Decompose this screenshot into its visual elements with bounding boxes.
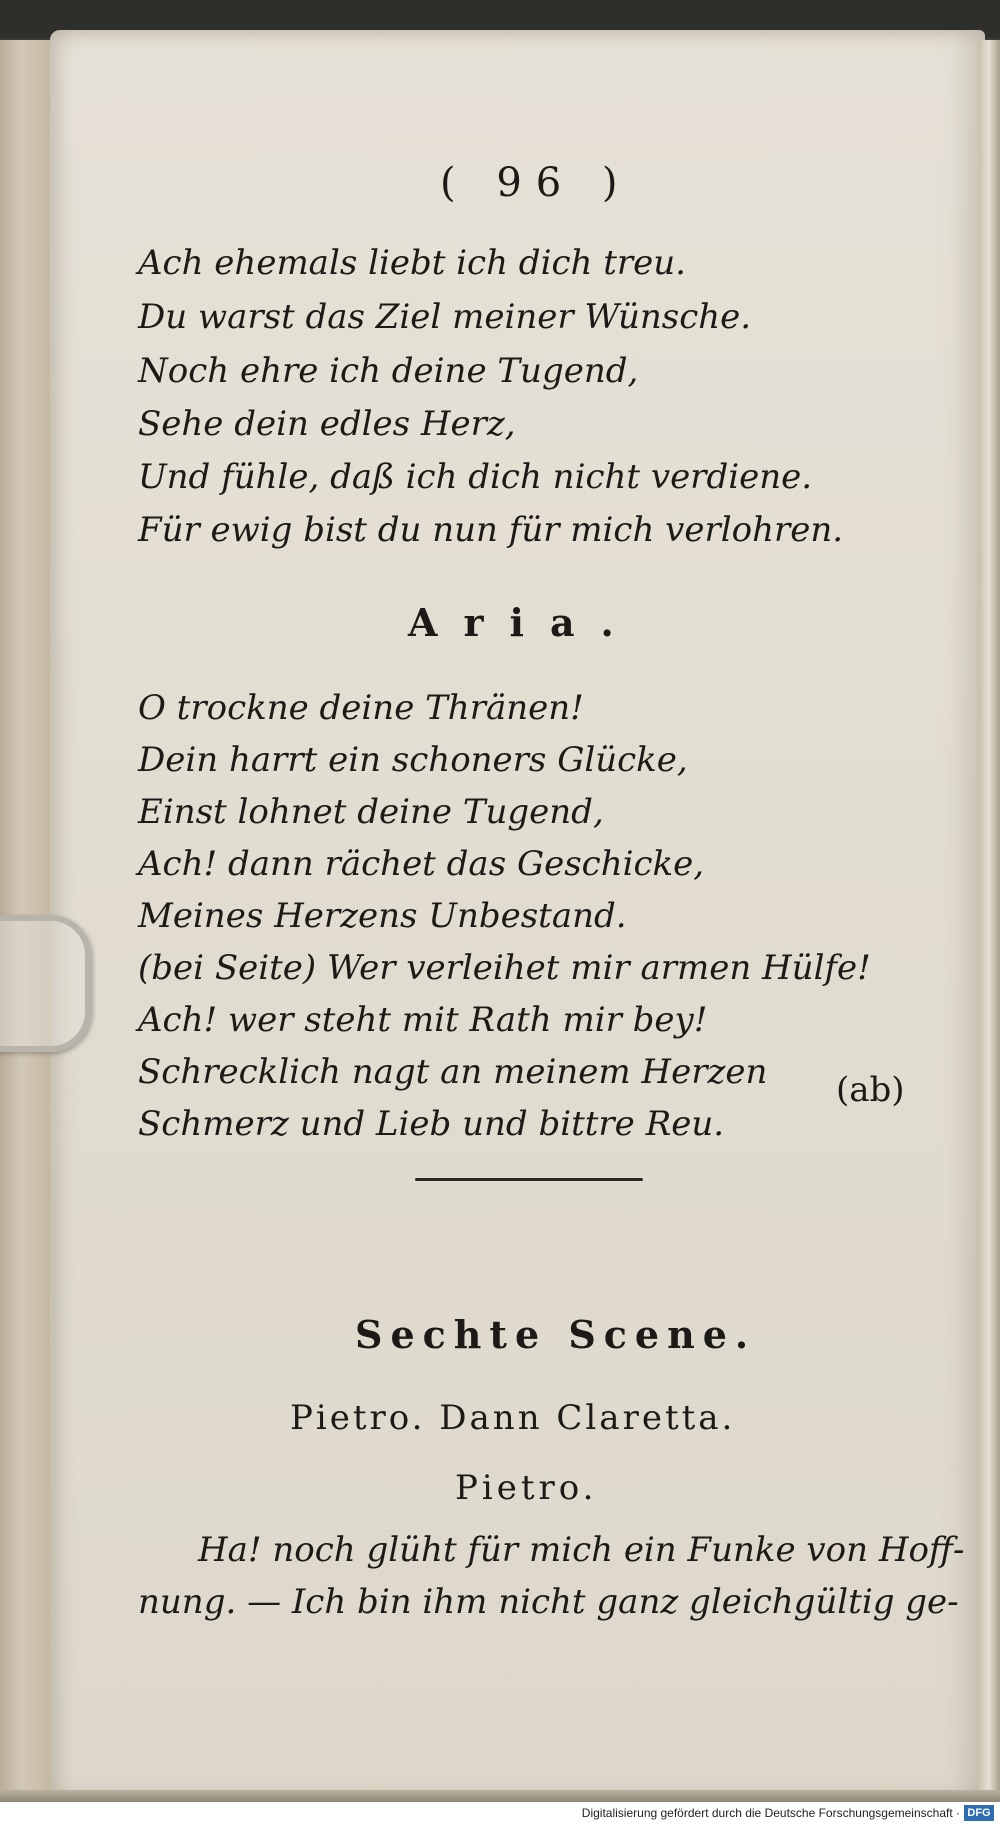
page-clip [0, 915, 91, 1052]
exit-note: (ab) [836, 1070, 905, 1110]
aria-line: Ach! wer steht mit Rath mir bey! [138, 1000, 708, 1040]
page-right-edge [978, 40, 1000, 1800]
aria-line: Meines Herzens Unbestand. [138, 896, 627, 936]
page-bottom-edge [0, 1790, 1000, 1802]
speaker-name: Pietro. [455, 1468, 598, 1508]
poem-line: Noch ehre ich deine Tugend, [138, 351, 639, 391]
dfg-logo: DFG [964, 1805, 994, 1821]
aria-line: Schmerz und Lieb und bittre Reu. [138, 1104, 725, 1144]
poem-line: Für ewig bist du nun für mich verlohren. [138, 510, 844, 550]
aria-line: Ach! dann rächet das Geschicke, [138, 844, 705, 884]
cast-line: Pietro. Dann Claretta. [290, 1398, 736, 1438]
aria-line: O trockne deine Thränen! [138, 688, 584, 728]
section-divider [415, 1178, 643, 1181]
prose-line: nung. — Ich bin ihm nicht ganz gleichgültig ge- [138, 1582, 959, 1622]
poem-line: Du warst das Ziel meiner Wünsche. [138, 297, 752, 337]
aria-line: Dein harrt ein schoners Glücke, [138, 740, 688, 780]
poem-line: Und fühle, daß ich dich nicht verdiene. [138, 457, 813, 497]
poem-line: Sehe dein edles Herz, [138, 404, 516, 444]
footer-credit: Digitalisierung gefördert durch die Deutsche Forschungsgemeinschaft · [581, 1806, 960, 1820]
poem-line: Ach ehemals liebt ich dich treu. [138, 243, 686, 283]
aria-heading: Aria. [408, 600, 640, 645]
page-number: ( 96 ) [440, 160, 632, 206]
aria-line: (bei Seite) Wer verleihet mir armen Hülfe! [138, 948, 871, 988]
scene-title: Sechte Scene. [355, 1312, 757, 1357]
prose-line: Ha! noch glüht für mich ein Funke von Hoff- [198, 1530, 965, 1570]
aria-line: Einst lohnet deine Tugend, [138, 792, 604, 832]
aria-line: Schrecklich nagt an meinem Herzen [138, 1052, 768, 1092]
